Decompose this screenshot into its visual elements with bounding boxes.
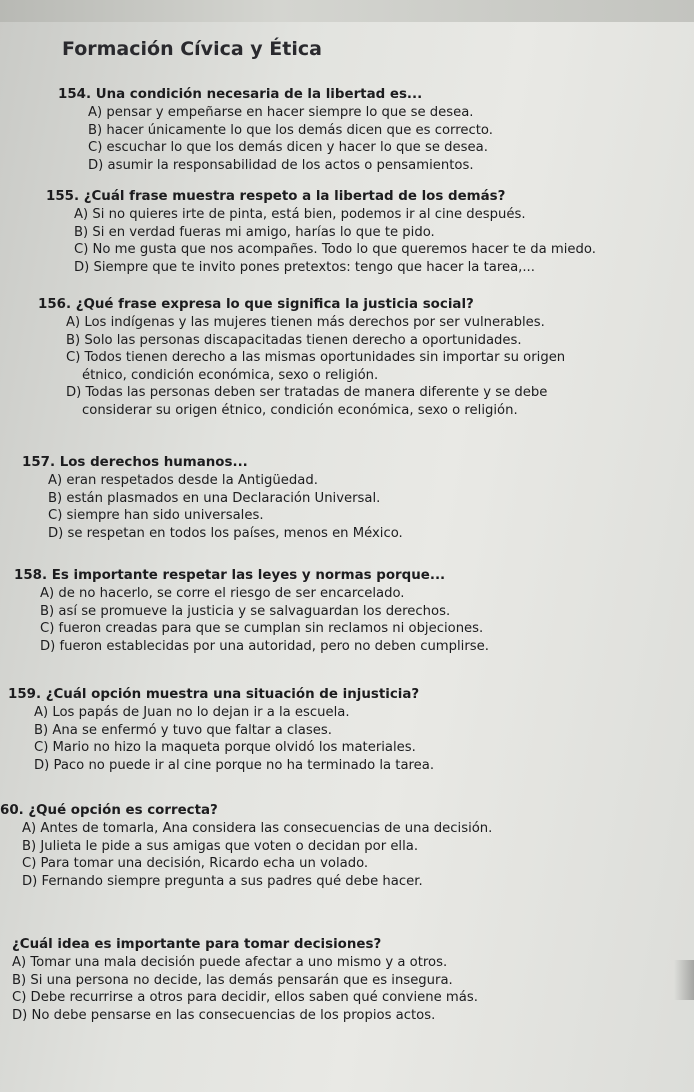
option-d: D) Fernando siempre pregunta a sus padres qué debe hacer. (22, 873, 423, 889)
option-b: B) Si una persona no decide, las demás pensarán que es insegura. (12, 972, 453, 988)
question-text: 154. Una condición necesaria de la libertad es... (58, 87, 423, 102)
question-156 (38, 296, 694, 420)
question-text: 159. ¿Cuál opción muestra una situación de injusticia? (8, 687, 420, 702)
option-b: B) así se promueve la justicia y se salvaguardan los derechos. (40, 603, 451, 619)
option-b: B) hacer únicamente lo que los demás dicen que es correcto. (88, 122, 493, 138)
question-text: ¿Cuál idea es importante para tomar decisiones? (12, 937, 382, 952)
question-text: 155. ¿Cuál frase muestra respeto a la libertad de los demás? (46, 189, 506, 204)
option-b: B) Julieta le pide a sus amigas que voten o decidan por ella. (22, 838, 419, 854)
question-text: 156. ¿Qué frase expresa lo que significa la justicia social? (38, 297, 474, 312)
option-c: C) Mario no hizo la maqueta porque olvidó los materiales. (34, 740, 416, 756)
question-154 (58, 86, 694, 174)
option-a: A) Si no quieres irte de pinta, está bien, podemos ir al cine después. (74, 207, 526, 222)
option-c: C) Debe recurrirse a otros para decidir, ellos saben qué conviene más. (12, 990, 478, 1006)
option-a: A) Los indígenas y las mujeres tienen más derechos por ser vulnerables. (66, 315, 545, 330)
option-d: D) fueron establecidas por una autoridad, pero no deben cumplirse. (40, 638, 489, 654)
option-a: A) pensar y empeñarse en hacer siempre lo que se desea. (88, 105, 474, 120)
option-c: C) fueron creadas para que se cumplan sin reclamos ni objeciones. (40, 621, 484, 637)
option-d: D) se respetan en todos los países, menos en México. (48, 525, 403, 541)
option-d: D) Paco no puede ir al cine porque no ha terminado la tarea. (34, 757, 435, 773)
option-b: B) Si en verdad fueras mi amigo, harías lo que te pido. (74, 224, 435, 240)
option-c: C) Todos tienen derecho a las mismas oportunidades sin importar su origen étnico, condición económica, sexo o religión. (66, 350, 566, 383)
option-d: D) Siempre que te invito pones pretextos: tengo que hacer la tarea,... (74, 259, 535, 275)
question-text: 158. Es importante respetar las leyes y normas porque... (14, 568, 446, 583)
question-text: 60. ¿Qué opción es correcta? (0, 803, 218, 818)
option-a: A) Los papás de Juan no lo dejan ir a la escuela. (34, 705, 350, 720)
option-c: C) Para tomar una decisión, Ricardo echa un volado. (22, 856, 369, 872)
question-157 (22, 454, 694, 542)
option-b: B) Solo las personas discapacitadas tienen derecho a oportunidades. (66, 332, 522, 348)
question-159 (8, 686, 694, 774)
option-b: B) están plasmados en una Declaración Universal. (48, 490, 381, 506)
question-160 (0, 802, 694, 890)
option-a: A) Antes de tomarla, Ana considera las consecuencias de una decisión. (22, 821, 493, 836)
question-text: 157. Los derechos humanos... (22, 455, 248, 470)
question-161 (12, 936, 694, 1024)
option-d: D) No debe pensarse en las consecuencias de los propios actos. (12, 1007, 436, 1023)
option-a: A) eran respetados desde la Antigüedad. (48, 473, 318, 488)
option-a: A) de no hacerlo, se corre el riesgo de ser encarcelado. (40, 586, 405, 601)
option-b: B) Ana se enfermó y tuvo que faltar a clases. (34, 722, 332, 738)
option-d: D) asumir la responsabilidad de los actos o pensamientos. (88, 157, 474, 173)
question-155 (46, 188, 694, 276)
option-c: C) siempre han sido universales. (48, 508, 264, 524)
page-top-edge (0, 0, 694, 22)
option-d: D) Todas las personas deben ser tratadas de manera diferente y se debe considerar su origen étnico, condición económica, sexo o religión. (66, 385, 548, 418)
option-c: C) escuchar lo que los demás dicen y hacer lo que se desea. (88, 140, 488, 156)
binder-shadow (674, 960, 694, 1000)
option-c: C) No me gusta que nos acompañes. Todo lo que queremos hacer te da miedo. (74, 242, 596, 258)
question-158 (14, 567, 694, 655)
option-a: A) Tomar una mala decisión puede afectar a uno mismo y a otros. (12, 955, 448, 970)
page-title: Formación Cívica y Ética (62, 38, 322, 60)
